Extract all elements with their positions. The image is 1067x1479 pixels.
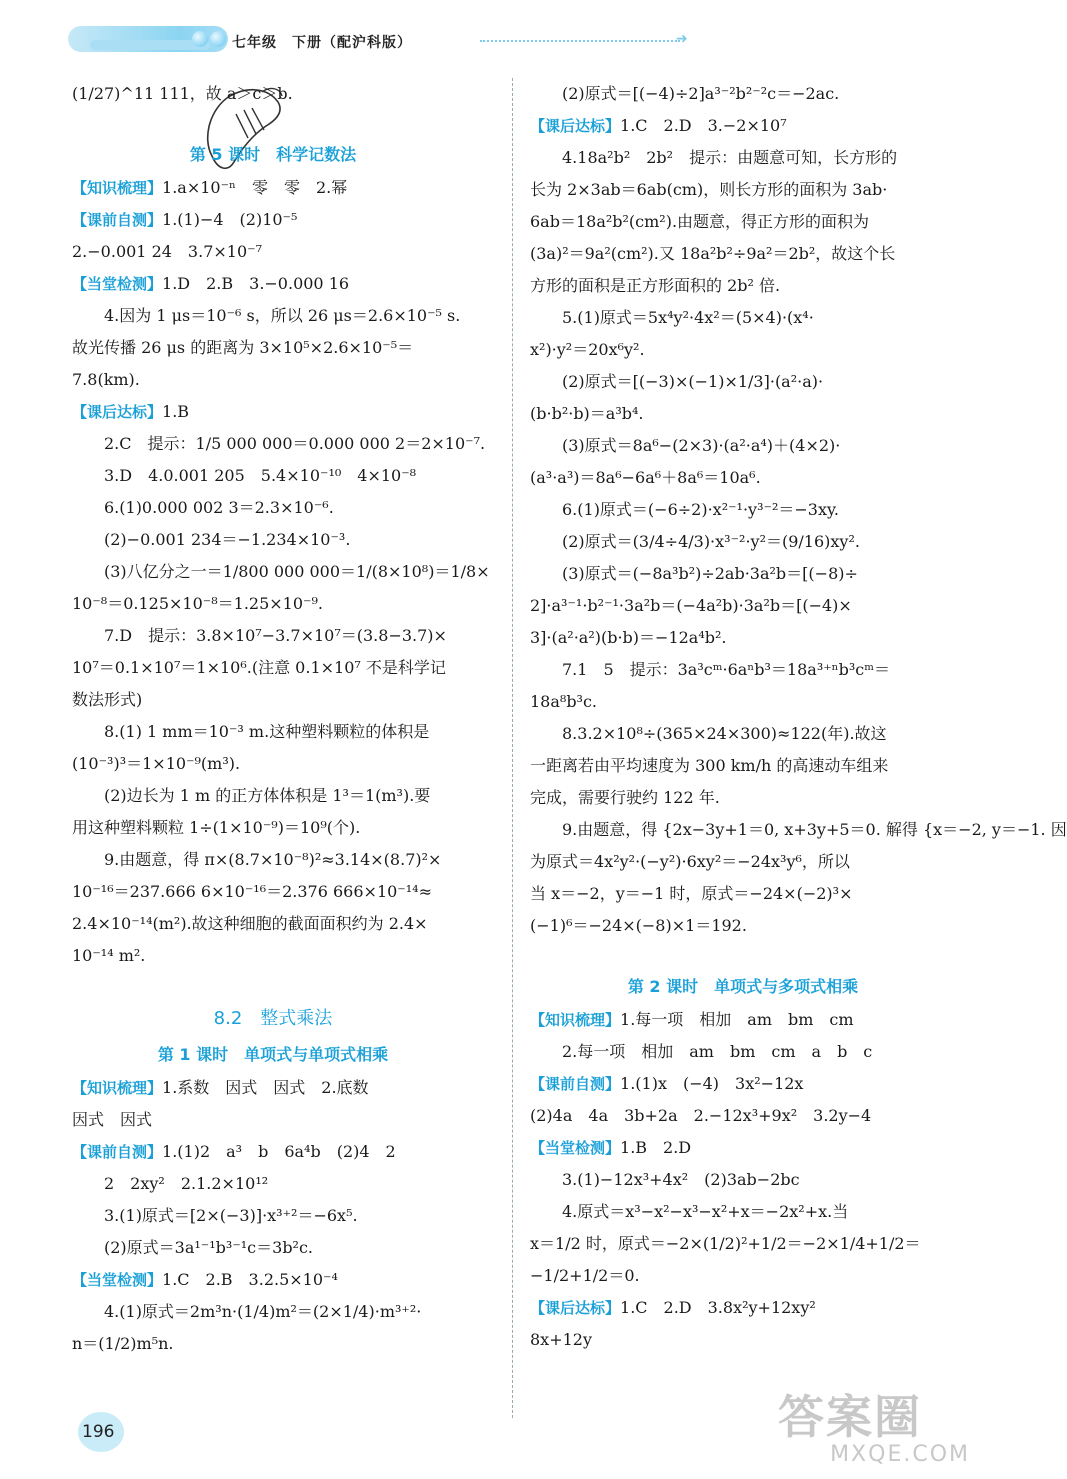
answer-line (72, 1168, 474, 1200)
answer-line (530, 174, 956, 206)
answer-line (72, 1072, 474, 1104)
section-tag: 【当堂检测】 (72, 275, 163, 293)
answer-line (72, 428, 486, 460)
answer-line (72, 524, 474, 556)
answer-text: 2.−0.001 24 3.7×10⁻⁷ (72, 242, 262, 261)
answer-line (72, 1104, 474, 1136)
answer-line (530, 1004, 956, 1036)
answer-line (72, 940, 474, 972)
answer-line (530, 1100, 956, 1132)
answer-line (72, 748, 474, 780)
answer-line (530, 238, 956, 270)
spacer (72, 110, 474, 138)
answer-line (530, 814, 1067, 846)
answer-line (530, 558, 956, 590)
answer-line (530, 622, 956, 654)
answer-text: 7.8(km). (72, 370, 140, 389)
answer-line (72, 1328, 474, 1360)
answer-line (72, 556, 490, 588)
section-title: 第 5 课时 科学记数法 (189, 145, 357, 164)
answer-line (530, 462, 956, 494)
answer-text: 当 x＝−2，y＝−1 时，原式＝−24×(−2)³× (530, 884, 853, 903)
answer-line (72, 1200, 474, 1232)
answer-line (72, 876, 474, 908)
answer-text: 3]·(a²·a²)(b·b)＝−12a⁴b². (530, 628, 727, 647)
answer-line (530, 206, 956, 238)
answer-text: (−1)⁶＝−24×(−8)×1＝192. (530, 916, 747, 935)
answer-text: 6.(1)原式＝(−6÷2)·x²⁻¹·y³⁻²＝−3xy. (562, 500, 839, 519)
answer-line (72, 268, 474, 300)
answer-text: 方形的面积是正方形面积的 2b² 倍. (530, 276, 781, 295)
answer-text: 9.由题意，得 {2x−3y+1＝0, x+3y+5＝0. 解得 {x＝−2, y＝−1. 因 (562, 820, 1067, 839)
answer-text: 2.C 提示：1/5 000 000＝0.000 000 2＝2×10⁻⁷. (104, 434, 486, 453)
section-title: 第 2 课时 单项式与多项式相乘 (627, 977, 859, 996)
answer-text: x＝1/2 时，原式＝−2×(1/2)²+1/2＝−2×1/4+1/2＝ (530, 1234, 921, 1253)
answer-text: 2 2xy² 2.1.2×10¹² (104, 1174, 269, 1193)
section-tag: 【知识梳理】 (530, 1011, 621, 1029)
answer-text: 一距离若由平均速度为 300 km/h 的高速动车组来 (530, 756, 889, 775)
answer-line (530, 878, 956, 910)
answer-text: 7.D 提示：3.8×10⁷−3.7×10⁷＝(3.8−3.7)× (104, 626, 447, 645)
answer-text: 4.原式＝x³−x²−x³−x²+x＝−2x²+x.当 (562, 1202, 849, 1221)
answer-line (530, 302, 956, 334)
answer-line (72, 460, 474, 492)
answer-line (530, 1036, 956, 1068)
answer-text: 10⁻⁸＝0.125×10⁻⁸＝1.25×10⁻⁹. (72, 594, 323, 613)
answer-text: (2)4a 4a 3b+2a 2.−12x³+9x² 3.2y−4 (530, 1106, 872, 1125)
answer-text: (3a)²＝9a²(cm²).又 18a²b²÷9a²＝2b²，故这个长 (530, 244, 896, 263)
answer-text: 1.C 2.D 3.8x²y+12xy² (620, 1298, 816, 1317)
section-tag: 【课前自测】 (530, 1075, 621, 1093)
answer-text: 9.由题意，得 π×(8.7×10⁻⁸)²≈3.14×(8.7)²× (104, 850, 442, 869)
answer-line (530, 750, 956, 782)
answer-line (72, 716, 474, 748)
answer-line (72, 204, 474, 236)
answer-text: 4.因为 1 μs＝10⁻⁶ s，所以 26 μs＝2.6×10⁻⁵ s. (104, 306, 461, 325)
header-title: 七年级 下册（配沪科版） (232, 35, 412, 51)
answer-line (72, 1296, 474, 1328)
answer-text: (10⁻³)³＝1×10⁻⁹(m³). (72, 754, 241, 773)
answer-text: (a³·a³)＝8a⁶−6a⁶＋8a⁶＝10a⁶. (530, 468, 761, 487)
section-tag: 【课后达标】 (530, 117, 621, 135)
answer-line (72, 300, 474, 332)
watermark-logo-text: 答案圈 (778, 1390, 922, 1444)
answer-line (72, 236, 474, 268)
section-tag: 【知识梳理】 (72, 179, 163, 197)
answer-line (72, 1264, 474, 1296)
answer-line (72, 172, 474, 204)
answer-line (72, 1232, 474, 1264)
answer-text: 1.C 2.D 3.−2×10⁷ (620, 116, 787, 135)
answer-text: (1/27)^11 111，故 a＞c＞b. (72, 84, 293, 103)
dotted-line-decoration (480, 40, 680, 44)
answer-text: 1.B (162, 402, 190, 421)
answer-line (530, 846, 956, 878)
section-tag: 【课后达标】 (72, 403, 163, 421)
bubble-icon (210, 31, 226, 47)
spacer (530, 942, 956, 970)
section-tag: 【课后达标】 (530, 1299, 621, 1317)
answer-line (72, 684, 474, 716)
answer-line (72, 652, 474, 684)
answer-line (72, 620, 474, 652)
answer-line (530, 590, 956, 622)
answer-text: 8.(1) 1 mm＝10⁻³ m.这种塑料颗粒的体积是 (104, 722, 430, 741)
answer-text: 10⁻¹⁴ m². (72, 946, 146, 965)
answer-line (530, 366, 956, 398)
answer-line (530, 1196, 956, 1228)
answer-text: 1.(1)2 a³ b 6a⁴b (2)4 2 (162, 1142, 396, 1161)
answer-text: 8.3.2×10⁸÷(365×24×300)≈122(年).故这 (562, 724, 887, 743)
section-tag: 【课前自测】 (72, 1143, 163, 1161)
page-header (0, 0, 1000, 70)
answer-line (530, 1164, 956, 1196)
section-tag: 【当堂检测】 (530, 1139, 621, 1157)
answer-line (72, 492, 474, 524)
page-number-badge (78, 1412, 124, 1452)
answer-text: (3)八亿分之一＝1/800 000 000＝1/(8×10⁸)＝1/8× (104, 562, 490, 581)
answer-line (530, 1292, 956, 1324)
answer-text: 因式 因式 (72, 1110, 153, 1129)
answer-text: −1/2+1/2＝0. (530, 1266, 640, 1285)
answer-text: 3.(1)−12x³+4x² (2)3ab−2bc (562, 1170, 800, 1189)
section-tag: 【当堂检测】 (72, 1271, 163, 1289)
answer-text: 4.18a²b² 2b² 提示：由题意可知，长方形的 (562, 148, 898, 167)
section-tag: 【知识梳理】 (72, 1079, 163, 1097)
answer-text: (2)原式＝[(−4)÷2]a³⁻²b²⁻²c＝−2ac. (562, 84, 840, 103)
answer-line (530, 654, 956, 686)
watermark-url: MXQE.COM (830, 1442, 970, 1467)
arrow-right-icon: ➜ (676, 31, 688, 47)
answer-line (72, 588, 474, 620)
answer-text: 故光传播 26 μs 的距离为 3×10⁵×2.6×10⁻⁵＝ (72, 338, 414, 357)
answer-text: 18a⁸b³c. (530, 692, 598, 711)
answer-text: 6.(1)0.000 002 3＝2.3×10⁻⁶. (104, 498, 334, 517)
answer-text: n＝(1/2)m⁵n. (72, 1334, 174, 1353)
answer-text: (2)原式＝(3/4÷4/3)·x³⁻²·y²＝(9/16)xy². (562, 532, 860, 551)
answer-text: 长为 2×3ab＝6ab(cm)，则长方形的面积为 3ab· (530, 180, 888, 199)
answer-text: 用这种塑料颗粒 1÷(1×10⁻⁹)＝10⁹(个). (72, 818, 361, 837)
answer-line (530, 494, 956, 526)
answer-line (72, 844, 474, 876)
answer-text: 8x+12y (530, 1330, 593, 1349)
answer-line (72, 332, 474, 364)
answer-line (72, 780, 474, 812)
page-number: 196 (82, 1422, 115, 1442)
answer-text: (2)原式＝[(−3)×(−1)×1/3]·(a²·a)· (562, 372, 824, 391)
answer-text: 1.C 2.B 3.2.5×10⁻⁴ (162, 1270, 338, 1289)
answer-text: 2.每一项 相加 am bm cm a b c (562, 1042, 873, 1061)
answer-text: 完成，需要行驶约 122 年. (530, 788, 720, 807)
answer-line (530, 910, 956, 942)
answer-line (530, 1228, 956, 1260)
answer-text: 2.4×10⁻¹⁴(m²).故这种细胞的截面面积约为 2.4× (72, 914, 428, 933)
answer-text: 2]·a³⁻¹·b²⁻¹·3a²b＝(−4a²b)·3a²b＝[(−4)× (530, 596, 852, 615)
answer-line (530, 1068, 956, 1100)
answer-text: 3.D 4.0.001 205 5.4×10⁻¹⁰ 4×10⁻⁸ (104, 466, 417, 485)
answer-text: 1.每一项 相加 am bm cm (620, 1010, 854, 1029)
answer-text: (3)原式＝8a⁶−(2×3)·(a²·a⁴)＋(4×2)· (562, 436, 841, 455)
spacer (72, 972, 474, 1000)
answer-text: 1.(1)x (−4) 3x²−12x (620, 1074, 804, 1093)
left-column (72, 78, 490, 1360)
answer-text: (2)边长为 1 m 的正方体体积是 1³＝1(m³).要 (104, 786, 431, 805)
answer-line (72, 396, 474, 428)
answer-text: 10⁻¹⁶＝237.666 6×10⁻¹⁶＝2.376 666×10⁻¹⁴≈ (72, 882, 432, 901)
answer-text: (b·b²·b)＝a³b⁴. (530, 404, 644, 423)
answer-line (530, 1324, 956, 1356)
answer-text: 为原式＝4x²y²·(−y²)·6xy²＝−24x³y⁶，所以 (530, 852, 850, 871)
answer-line (530, 1132, 956, 1164)
answer-line (530, 430, 956, 462)
answer-text: 1.系数 因式 因式 2.底数 (162, 1078, 369, 1097)
answer-text: 数法形式) (72, 690, 143, 709)
answer-line (530, 142, 956, 174)
answer-line (72, 908, 474, 940)
answer-text: 1.D 2.B 3.−0.000 16 (162, 274, 350, 293)
answer-text: 3.(1)原式＝[2×(−3)]·x³⁺²＝−6x⁵. (104, 1206, 358, 1225)
answer-line (530, 718, 956, 750)
answer-line (530, 686, 956, 718)
answer-text: (2)原式＝3a¹⁻¹b³⁻¹c＝3b²c. (104, 1238, 314, 1257)
answer-line (72, 1136, 474, 1168)
answer-text: 1.(1)−4 (2)10⁻⁵ (162, 210, 298, 229)
answer-line (530, 526, 956, 558)
answer-text: 1.B 2.D (620, 1138, 692, 1157)
chapter-title: 8.2 整式乘法 (213, 1008, 333, 1029)
answer-text: 10⁷＝0.1×10⁷＝1×10⁶.(注意 0.1×10⁷ 不是科学记 (72, 658, 446, 677)
answer-text: (3)原式＝(−8a³b²)÷2ab·3a²b＝[(−8)÷ (562, 564, 858, 583)
watermark (778, 1392, 978, 1472)
section-title: 第 1 课时 单项式与单项式相乘 (157, 1045, 389, 1064)
answer-line (72, 812, 474, 844)
answer-text: 5.(1)原式＝5x⁴y²·4x²＝(5×4)·(x⁴· (562, 308, 814, 327)
answer-text: 1.a×10⁻ⁿ 零 零 2.幂 (162, 178, 348, 197)
right-column (530, 78, 1067, 1356)
section-tag: 【课前自测】 (72, 211, 163, 229)
answer-line (530, 398, 956, 430)
answer-line (72, 78, 474, 110)
answer-text: x²)·y²＝20x⁶y². (530, 340, 645, 359)
answer-text: (2)−0.001 234＝−1.234×10⁻³. (104, 530, 351, 549)
answer-line (530, 1260, 956, 1292)
answer-line (530, 270, 956, 302)
answer-line (530, 78, 956, 110)
answer-line (530, 334, 956, 366)
bubble-icon (192, 31, 208, 47)
answer-line (530, 110, 956, 142)
answer-text: 6ab＝18a²b²(cm²).由题意，得正方形的面积为 (530, 212, 870, 231)
answer-text: 4.(1)原式＝2m³n·(1/4)m²＝(2×1/4)·m³⁺²· (104, 1302, 422, 1321)
answer-line (72, 364, 474, 396)
answer-text: 7.1 5 提示：3a³cᵐ·6aⁿb³＝18a³⁺ⁿb³cᵐ＝ (562, 660, 891, 679)
answer-line (530, 782, 956, 814)
column-divider (512, 78, 513, 1418)
